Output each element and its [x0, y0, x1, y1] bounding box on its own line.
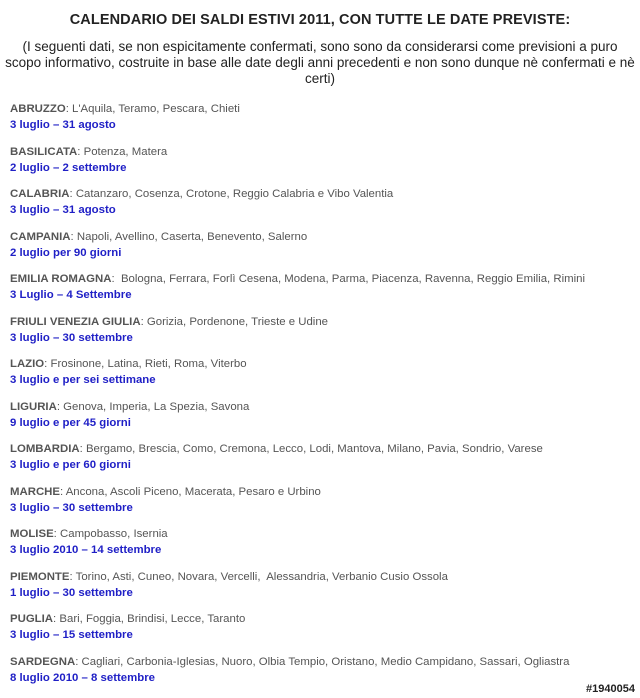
- region-cities: Bologna, Ferrara, Forlì Cesena, Modena, Parma, Piacenza, Ravenna, Reggio Emilia, Rimini: [114, 273, 586, 285]
- region-entry: [10, 144, 635, 187]
- region-sale-dates: 3 luglio e per sei settimane: [10, 374, 156, 386]
- region-line: [10, 441, 635, 457]
- region-sale-dates: 3 luglio – 30 settembre: [10, 331, 133, 344]
- region-name: BASILICATA: [10, 145, 78, 158]
- region-sale-dates: 3 luglio – 15 settembre: [10, 629, 133, 641]
- region-entry: [10, 484, 635, 527]
- disclaimer-subtitle: (I seguenti dati, se non espicitamente confermati, sono sono da considerarsi come previsioni a puro scopo informativo, costruite in base alle date degli anni precedenti e non sono dunque nè confermati e nè certi): [5, 39, 635, 86]
- region-separator: :: [69, 570, 73, 583]
- region-entry: [10, 611, 635, 654]
- region-entry: [10, 229, 635, 272]
- region-line: [10, 569, 635, 585]
- region-name: LAZIO: [10, 358, 45, 370]
- region-sale-dates: 3 Luglio – 4 Settembre: [10, 289, 132, 301]
- region-cities: Bergamo, Brescia, Como, Cremona, Lecco, Lodi, Mantova, Milano, Pavia, Sondrio, Varese: [82, 443, 543, 455]
- region-separator: :: [79, 443, 83, 455]
- region-line: [10, 314, 635, 330]
- region-line: [10, 484, 635, 500]
- region-entry: [10, 569, 635, 612]
- region-sale-dates: 2 luglio – 2 settembre: [10, 161, 127, 174]
- region-line: [10, 399, 635, 415]
- region-entry: [10, 654, 635, 697]
- region-name: ABRUZZO: [10, 103, 66, 115]
- region-name: EMILIA ROMAGNA: [10, 273, 112, 285]
- region-cities: Torino, Asti, Cuneo, Novara, Vercelli, Alessandria, Verbanio Cusio Ossola: [72, 570, 448, 583]
- region-name: FRIULI VENEZIA GIULIA: [10, 315, 141, 328]
- region-sale-dates: 3 luglio – 30 settembre: [10, 501, 133, 514]
- region-separator: :: [53, 528, 57, 540]
- region-name: PIEMONTE: [10, 570, 70, 583]
- regions-list: [10, 101, 635, 696]
- page-title: CALENDARIO DEI SALDI ESTIVI 2011, CON TUTTE LE DATE PREVISTE:: [69, 12, 571, 28]
- region-line: [10, 526, 635, 542]
- region-sale-dates: 8 luglio 2010 – 8 settembre: [10, 671, 155, 684]
- region-entry: [10, 186, 635, 229]
- region-name: LOMBARDIA: [10, 443, 80, 455]
- region-name: LIGURIA: [10, 400, 57, 413]
- region-separator: :: [75, 655, 79, 668]
- region-entry: [10, 526, 635, 569]
- region-name: CALABRIA: [10, 188, 70, 200]
- region-entry: [10, 356, 635, 399]
- region-cities: Catanzaro, Cosenza, Crotone, Reggio Calabria e Vibo Valentia: [72, 188, 394, 200]
- region-name: MOLISE: [10, 528, 54, 540]
- region-entry: [10, 314, 635, 357]
- region-sale-dates: 3 luglio 2010 – 14 settembre: [10, 544, 162, 556]
- region-cities: Genova, Imperia, La Spezia, Savona: [60, 400, 250, 413]
- region-separator: :: [60, 485, 64, 498]
- region-line: [10, 229, 635, 245]
- image-id-watermark: #1940054: [586, 683, 635, 695]
- region-line: [10, 611, 635, 627]
- region-line: [10, 654, 635, 670]
- region-cities: Potenza, Matera: [80, 145, 168, 158]
- region-cities: Ancona, Ascoli Piceno, Macerata, Pesaro e Urbino: [63, 485, 321, 498]
- region-name: PUGLIA: [10, 613, 54, 625]
- region-separator: :: [77, 145, 81, 158]
- region-cities: Cagliari, Carbonia-Iglesias, Nuoro, Olbia Tempio, Oristano, Medio Campidano, Sassari, Ogliastra: [78, 655, 570, 668]
- region-separator: :: [140, 315, 144, 328]
- region-sale-dates: 1 luglio – 30 settembre: [10, 586, 133, 599]
- region-sale-dates: 3 luglio – 31 agosto: [10, 204, 116, 216]
- region-name: CAMPANIA: [10, 230, 71, 243]
- region-entry: [10, 271, 635, 314]
- region-line: [10, 271, 635, 287]
- region-cities: Frosinone, Latina, Rieti, Roma, Viterbo: [47, 358, 247, 370]
- region-name: MARCHE: [10, 485, 60, 498]
- region-sale-dates: 2 luglio per 90 giorni: [10, 246, 122, 259]
- region-cities: Gorizia, Pordenone, Trieste e Udine: [143, 315, 328, 328]
- region-separator: :: [65, 103, 69, 115]
- region-line: [10, 356, 635, 372]
- region-cities: Bari, Foggia, Brindisi, Lecce, Taranto: [56, 613, 246, 625]
- region-line: [10, 186, 635, 202]
- region-line: [10, 144, 635, 160]
- region-separator: :: [56, 400, 60, 413]
- region-separator: :: [70, 230, 74, 243]
- region-cities: Napoli, Avellino, Caserta, Benevento, Salerno: [73, 230, 308, 243]
- region-separator: :: [111, 273, 115, 285]
- region-separator: :: [69, 188, 73, 200]
- region-entry: [10, 399, 635, 442]
- region-sale-dates: 3 luglio e per 60 giorni: [10, 459, 131, 471]
- region-line: [10, 101, 635, 117]
- region-separator: :: [53, 613, 57, 625]
- region-sale-dates: 3 luglio – 31 agosto: [10, 119, 116, 131]
- region-entry: [10, 441, 635, 484]
- region-entry: [10, 101, 635, 144]
- region-name: SARDEGNA: [10, 655, 76, 668]
- region-sale-dates: 9 luglio e per 45 giorni: [10, 416, 131, 429]
- region-cities: L'Aquila, Teramo, Pescara, Chieti: [68, 103, 240, 115]
- region-cities: Campobasso, Isernia: [56, 528, 168, 540]
- region-separator: :: [44, 358, 48, 370]
